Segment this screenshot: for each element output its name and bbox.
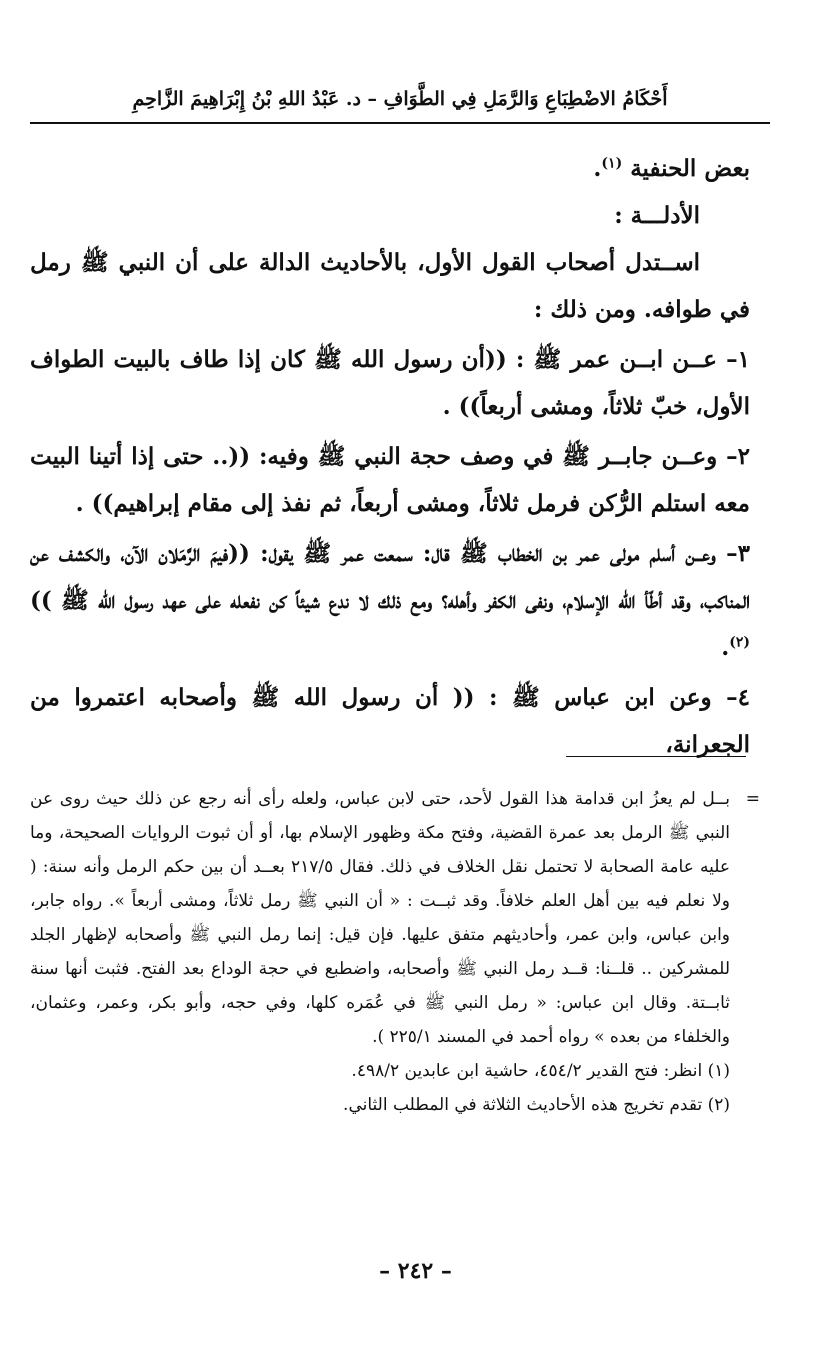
hadith-item-4: ٤– وعن ابن عباس ﷺ : (( أن رسول الله ﷺ وأصحابه اعتمروا من الجعرانة، — [30, 684, 750, 758]
header-rule — [30, 122, 770, 124]
main-text — [30, 145, 750, 768]
footnotes — [30, 782, 760, 1122]
page-number: – ٢٤٢ – — [379, 1258, 452, 1284]
intro-end: . — [593, 155, 602, 182]
hadith-item-3 — [30, 530, 750, 671]
footnote-continuation-text: بــل لم يعزُ ابن قدامة هذا القول لأحد، حتى لابن عباس، ولعله رأى أنه رجع عن ذلك حيث روى عن النبي ﷺ الرمل بعد عمرة القضية، وفتح مكة وظهور الإسلام بها، أو أن ثبوت الروايات الصحيحة، وما عليه عامة الصحابة لا تحتمل نقل الخلاف في ذلك. فقال ٢١٧/٥ بعــد أن بين حكم الرمل وأنه سنة: ( ولا نعلم فيه بين أهل العلم خلافاً. وقد ثبــت : « أن النبي ﷺ رمل ثلاثاً، ومشى أربعاً ». رواه جابر، وابن عباس، وابن عمر، وأحاديثهم متفق عليها. فإن قيل: إنما رمل النبي ﷺ وأصحابه لإظهار الجلد للمشركين .. قلــنا: قــد رمل النبي ﷺ وأصحابه، واضطبع في حجة الوداع بعد الفتح. فثبت أنها سنة ثابــتة. وقال ابن عباس: « رمل النبي ﷺ في عُمَره كلها، وفي حجه، وأبو بكر، وعمر، وعثمان، والخلفاء من بعده » رواه أحمد في المسند ٢٢٥/١ ). — [30, 789, 730, 1047]
continuation-mark: = — [745, 789, 760, 809]
hadith-item-1: ١– عــن ابــن عمر ﷺ : ((أن رسول الله ﷺ كان إذا طاف بالبيت الطواف الأول، خبّ ثلاثاً، ومشى أربعاً)) . — [30, 346, 750, 420]
footnote-2: (٢) تقدم تخريج هذه الأحاديث الثلاثة في المطلب الثاني. — [343, 1095, 730, 1115]
paragraph-1: اســتدل أصحاب القول الأول، بالأحاديث الدالة على أن النبي ﷺ رمل في طوافه. ومن ذلك : — [30, 249, 750, 323]
section-heading: الأدلـــة : — [614, 202, 700, 229]
intro-line — [30, 145, 750, 192]
footnote-continuation — [30, 782, 760, 1054]
running-header: أَحْكَامُ الاضْطِبَاعِ وَالرَّمَلِ فِي الطَّوَافِ – د. عَبْدُ اللهِ بْنُ إِبْرَاهِيمَ الزَّاحِمِ — [132, 88, 668, 110]
hadith-item-2: ٢– وعــن جابــر ﷺ في وصف حجة النبي ﷺ وفيه: ((.. حتى إذا أتينا البيت معه استلم الرُّكن فرمل ثلاثاً، ومشى أربعاً، ثم نفذ إلى مقام إبراهيم)) . — [30, 443, 750, 517]
intro-text: بعض الحنفية — [630, 155, 750, 182]
hadith-item-3-text: ٣– وعــن أسلم مولى عمر بن الخطاب ﷺ قال: سمعت عمر ﷺ يقول: ((فيمَ الرَّمَلان الآن، والكشف عن المناكب، وقد أطّأ الله الإسلام، ونفى الكفر وأهله؟ ومع ذلك لا ندع شيئاً كن نفعله على عهد رسول الله ﷺ )) — [30, 540, 750, 614]
hadith-item-3-end: . — [721, 634, 730, 661]
footnote-rule — [566, 756, 746, 757]
footnote-ref-2: (٢) — [729, 634, 750, 651]
footnote-1: (١) انظر: فتح القدير ٤٥٤/٢، حاشية ابن عابدين ٤٩٨/٢. — [351, 1061, 730, 1081]
footnote-ref-1: (١) — [601, 155, 623, 172]
